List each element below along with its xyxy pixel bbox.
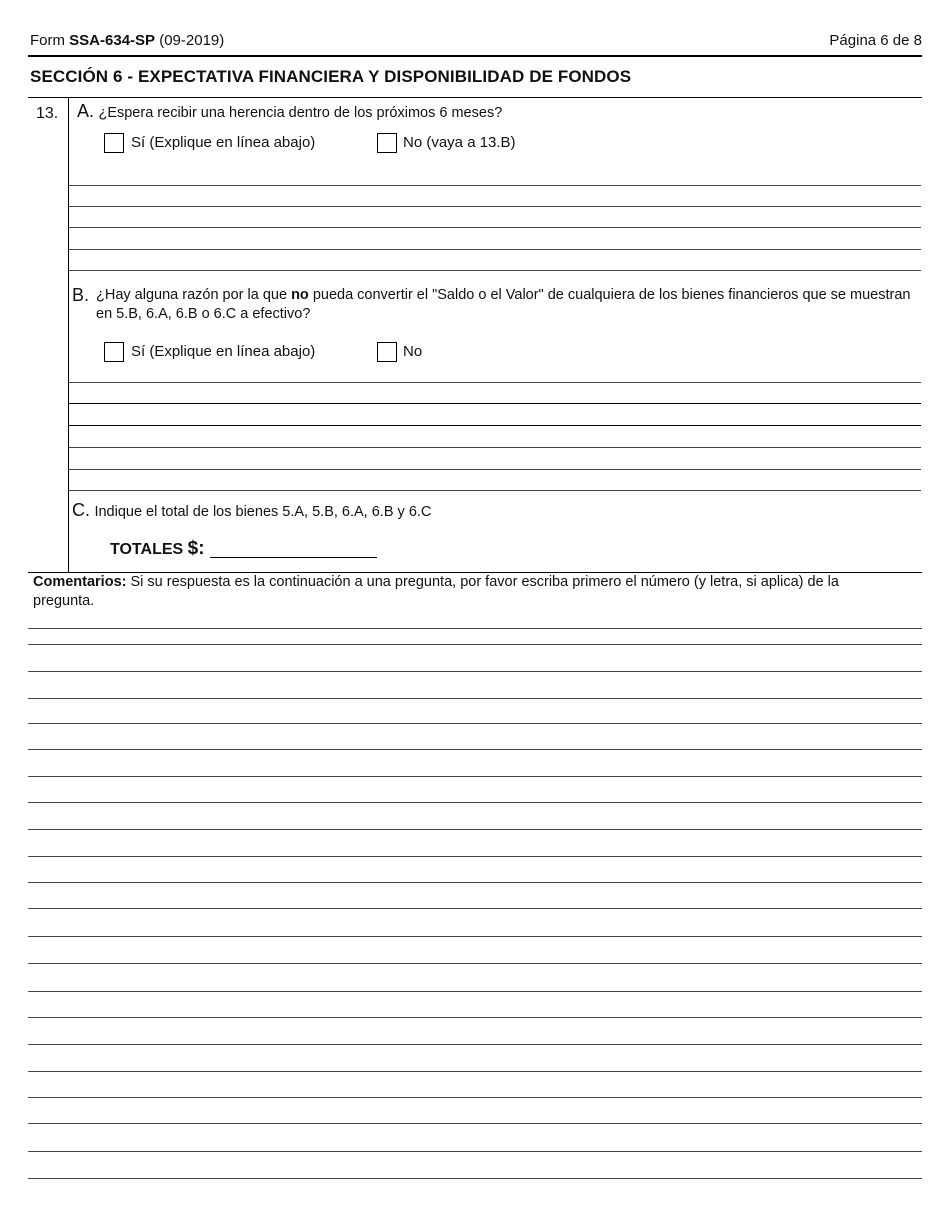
comment-line[interactable] bbox=[28, 936, 922, 937]
part-b-letter-text: B. bbox=[72, 285, 90, 305]
part-b-text-after: pueda convertir el "Saldo o el Valor" de cualquiera de los bienes financieros que se muestran en 5.B, 6.A, 6.B o 6.C a efectivo? bbox=[96, 287, 911, 322]
comment-line[interactable] bbox=[28, 882, 922, 883]
comment-line[interactable] bbox=[28, 829, 922, 830]
comment-line[interactable] bbox=[28, 644, 922, 645]
comment-line[interactable] bbox=[28, 776, 922, 777]
part-c-letter: C. bbox=[72, 500, 90, 520]
question-vertical-rule bbox=[68, 98, 69, 572]
part-b-no-label: No bbox=[403, 343, 423, 360]
part-a-explain-line[interactable] bbox=[69, 270, 921, 271]
comment-line[interactable] bbox=[28, 1044, 922, 1045]
section-divider bbox=[28, 97, 922, 98]
page-number: Página 6 de 8 bbox=[829, 32, 922, 49]
part-a-text: ¿Espera recibir una herencia dentro de los próximos 6 meses? bbox=[98, 105, 503, 121]
part-b-no-checkbox[interactable] bbox=[377, 342, 397, 362]
part-c-question bbox=[72, 500, 431, 522]
totals-label-text: TOTALES bbox=[110, 541, 184, 558]
part-b-explain-line[interactable] bbox=[69, 469, 921, 470]
comment-line[interactable] bbox=[28, 856, 922, 857]
part-a-yes-label: Sí (Explique en línea abajo) bbox=[131, 134, 316, 151]
form-number: SSA-634-SP bbox=[69, 32, 156, 49]
comment-line[interactable] bbox=[28, 698, 922, 699]
part-c-text: Indique el total de los bienes 5.A, 5.B, 6.A, 6.B y 6.C bbox=[94, 504, 432, 520]
part-a-no-label: No (vaya a 13.B) bbox=[403, 134, 516, 151]
part-b-text bbox=[96, 286, 911, 324]
part-b-explain-line[interactable] bbox=[69, 490, 921, 491]
comments-label: Comentarios: bbox=[33, 574, 127, 590]
part-a-explain-line[interactable] bbox=[69, 185, 921, 186]
comment-line[interactable] bbox=[28, 802, 922, 803]
comment-line[interactable] bbox=[28, 1151, 922, 1152]
part-a-no-checkbox[interactable] bbox=[377, 133, 397, 153]
part-a-explain-line[interactable] bbox=[69, 206, 921, 207]
part-b-explain-line[interactable] bbox=[69, 447, 921, 448]
form-identifier bbox=[30, 32, 224, 49]
comment-line[interactable] bbox=[28, 628, 922, 629]
comment-line[interactable] bbox=[28, 1017, 922, 1018]
comment-line[interactable] bbox=[28, 1071, 922, 1072]
comment-line[interactable] bbox=[28, 671, 922, 672]
totals-input[interactable] bbox=[210, 541, 377, 558]
comment-line[interactable] bbox=[28, 963, 922, 964]
part-b-explain-line[interactable] bbox=[69, 382, 921, 383]
question-number: 13. bbox=[36, 105, 59, 122]
comments-text: Si su respuesta es la continuación a una pregunta, por favor escriba primero el número (y letra, si aplica) de la pregunta. bbox=[33, 574, 839, 609]
comment-line[interactable] bbox=[28, 749, 922, 750]
part-a-explain-line[interactable] bbox=[69, 249, 921, 250]
comment-line[interactable] bbox=[28, 908, 922, 909]
header-divider bbox=[28, 55, 922, 57]
part-b-explain-line[interactable] bbox=[69, 403, 921, 404]
comments-instructions bbox=[33, 573, 893, 611]
part-b-explain-line[interactable] bbox=[69, 425, 921, 426]
totals-currency: $: bbox=[187, 538, 205, 559]
part-b-yes-checkbox[interactable] bbox=[104, 342, 124, 362]
comment-line[interactable] bbox=[28, 1097, 922, 1098]
comment-line[interactable] bbox=[28, 723, 922, 724]
comment-line[interactable] bbox=[28, 991, 922, 992]
form-prefix: Form bbox=[30, 32, 65, 49]
section-title: SECCIÓN 6 - EXPECTATIVA FINANCIERA Y DISPONIBILIDAD DE FONDOS bbox=[30, 67, 632, 86]
part-a-question bbox=[77, 101, 502, 123]
part-b-yes-label: Sí (Explique en línea abajo) bbox=[131, 343, 316, 360]
part-b-text-bold: no bbox=[291, 287, 309, 303]
part-b-letter bbox=[72, 285, 89, 306]
part-a-letter: A. bbox=[77, 101, 95, 121]
totals-label bbox=[110, 538, 205, 560]
part-a-explain-line[interactable] bbox=[69, 227, 921, 228]
comment-line[interactable] bbox=[28, 1123, 922, 1124]
form-date: (09-2019) bbox=[159, 32, 225, 49]
part-a-yes-checkbox[interactable] bbox=[104, 133, 124, 153]
comment-line[interactable] bbox=[28, 1178, 922, 1179]
part-b-text-before: ¿Hay alguna razón por la que bbox=[96, 287, 292, 303]
